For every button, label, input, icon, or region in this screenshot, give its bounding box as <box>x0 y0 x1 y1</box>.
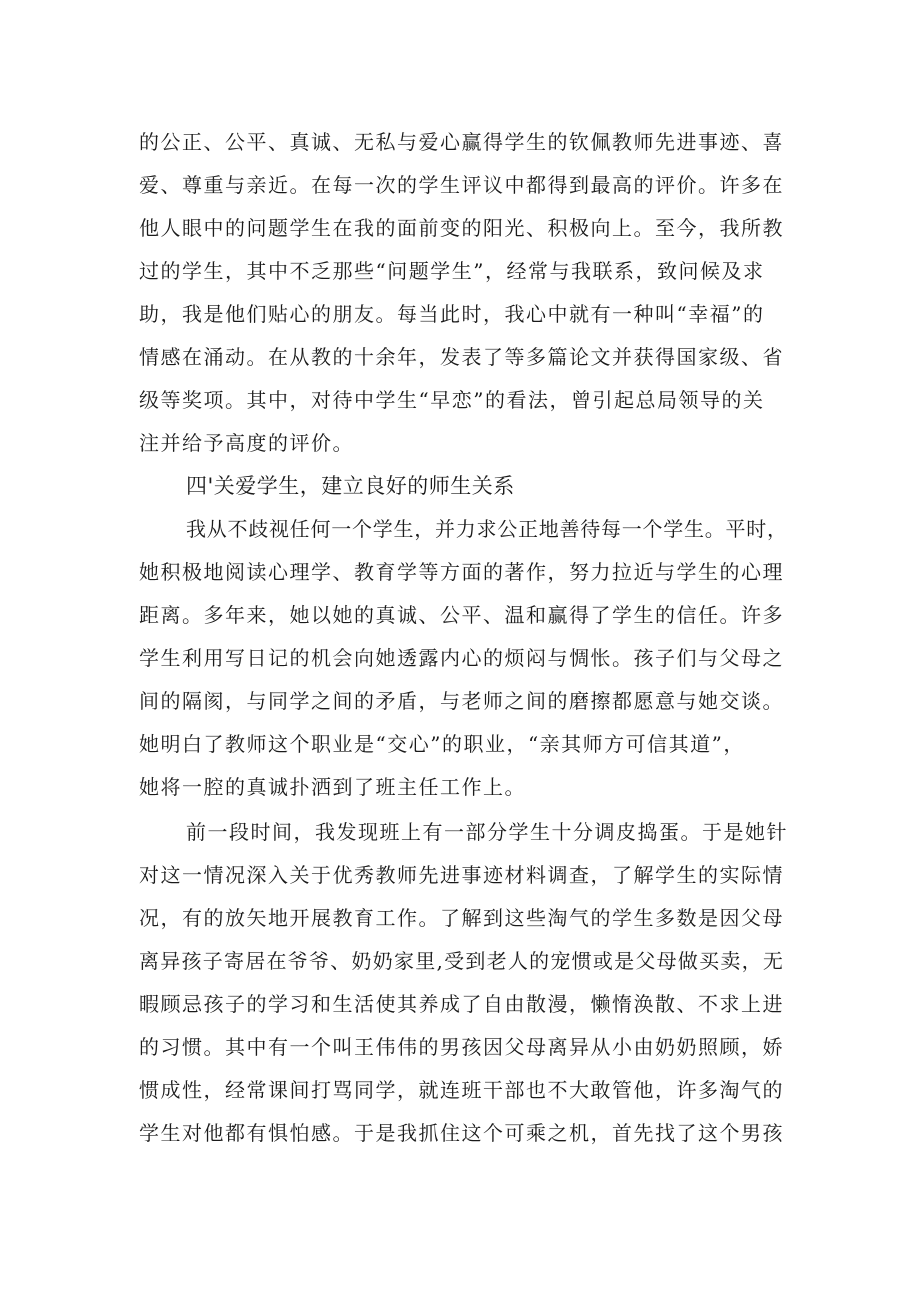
paragraph-line: 她将一腔的真诚扑洒到了班主任工作上。 <box>139 775 526 799</box>
paragraph-line: 对这一情况深入关于优秀教师先进事迹材料调查，了解学生的实际情 <box>139 863 784 887</box>
paragraph-line: 前一段时间，我发现班上有一部分学生十分调皮捣蛋。于是她针 <box>186 820 788 844</box>
paragraph-line: 间的隔阂，与同学之间的矛盾，与老师之间的磨擦都愿意与她交谈。 <box>139 689 784 713</box>
paragraph-line: 学生对他都有惧怕感。于是我抓住这个可乘之机，首先找了这个男孩 <box>139 1121 784 1145</box>
paragraph-line: 过的学生，其中不乏那些“问题学生”，经常与我联系，致问候及求 <box>139 259 765 283</box>
paragraph-line: 助，我是他们贴心的朋友。每当此时，我心中就有一种叫“幸福”的 <box>139 302 765 326</box>
section-heading: 四'关爱学生，建立良好的师生关系 <box>186 474 515 498</box>
paragraph-line: 况，有的放矢地开展教育工作。了解到这些淘气的学生多数是因父母 <box>139 906 784 930</box>
paragraph-line: 的习惯。其中有一个叫王伟伟的男孩因父母离异从小由奶奶照顾，娇 <box>139 1035 784 1059</box>
paragraph-line: 注并给予高度的评价。 <box>139 431 354 455</box>
paragraph-line: 离异孩子寄居在爷爷、奶奶家里,受到老人的宠惯或是父母做买卖，无 <box>139 949 785 973</box>
paragraph-line: 我从不歧视任何一个学生，并力求公正地善待每一个学生。平时， <box>186 517 788 541</box>
paragraph-line: 学生利用写日记的机会向她透露内心的烦闷与惆怅。孩子们与父母之 <box>139 646 784 670</box>
paragraph-line: 她积极地阅读心理学、教育学等方面的著作，努力拉近与学生的心理 <box>139 560 784 584</box>
paragraph-line: 惯成性，经常课间打骂同学，就连班干部也不大敢管他，许多淘气的 <box>139 1078 784 1102</box>
paragraph-line: 她明白了教师这个职业是“交心”的职业，“亲其师方可信其道”， <box>139 732 745 756</box>
paragraph-line: 他人眼中的问题学生在我的面前变的阳光、积极向上。至今，我所教 <box>139 216 784 240</box>
paragraph-line: 暇顾忌孩子的学习和生活使其养成了自由散漫，懒惰涣散、不求上进 <box>139 992 784 1016</box>
paragraph-line: 爱、尊重与亲近。在每一次的学生评议中都得到最高的评价。许多在 <box>139 173 784 197</box>
paragraph-line: 级等奖项。其中，对待中学生“早恋”的看法，曾引起总局领导的关 <box>139 388 765 412</box>
paragraph-line: 距离。多年来，她以她的真诚、公平、温和赢得了学生的信任。许多 <box>139 603 784 627</box>
paragraph-line: 的公正、公平、真诚、无私与爱心赢得学生的钦佩教师先进事迹、喜 <box>139 130 784 154</box>
paragraph-line: 情感在涌动。在从教的十余年，发表了等多篇论文并获得国家级、省 <box>139 345 784 369</box>
